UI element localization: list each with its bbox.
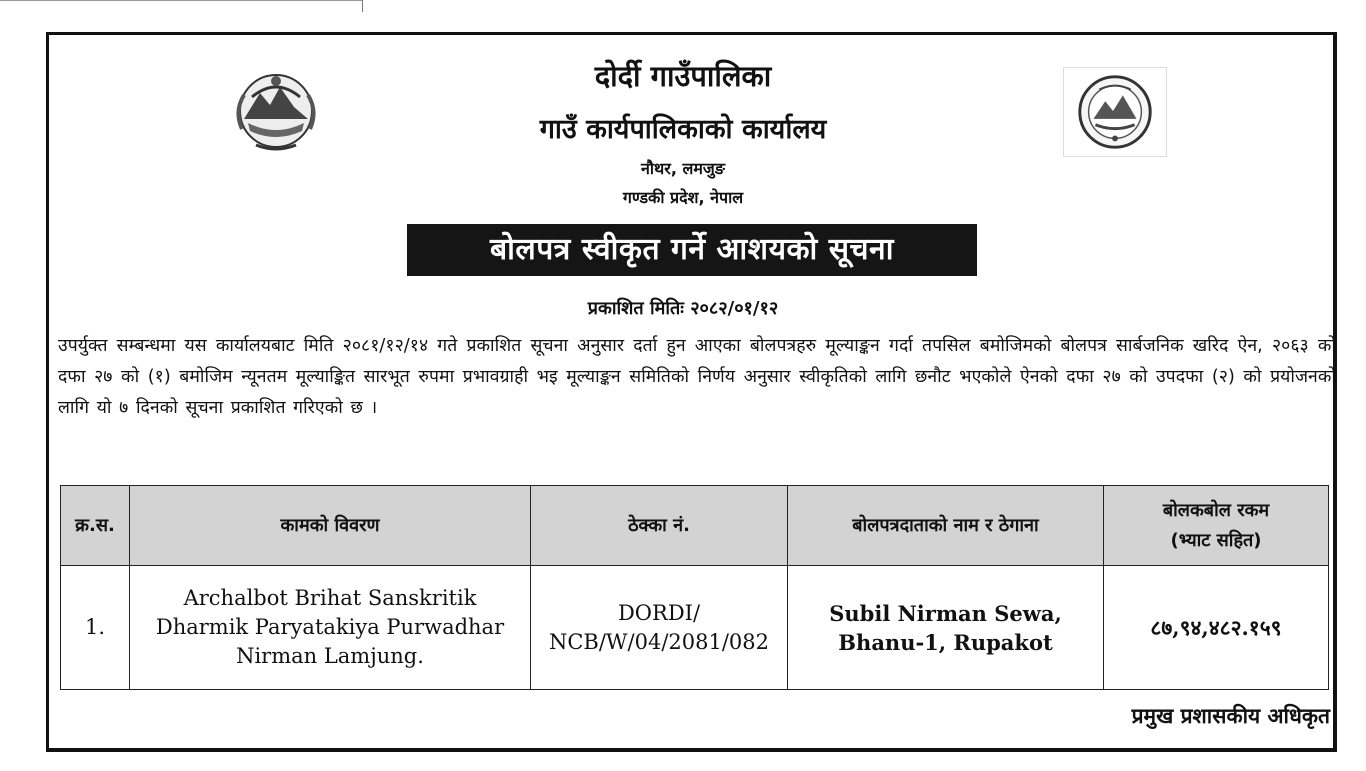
row-sn: 1. xyxy=(61,566,130,690)
notice-title: बोलपत्र स्वीकृत गर्ने आशयको सूचना xyxy=(407,224,977,276)
office-address: नौथर, लमजुङ xyxy=(641,159,725,178)
tender-table xyxy=(60,485,1329,690)
header-amount-line1: बोलकबोल रकम xyxy=(1162,499,1270,521)
description-line: Dharmik Paryatakiya Purwadhar xyxy=(155,615,505,639)
office-subtitle: गाउँ कार्यपालिकाको कार्यालय xyxy=(539,114,827,145)
office-name: दोर्दी गाउँपालिका xyxy=(594,59,772,93)
top-divider-line xyxy=(0,0,362,1)
bidder-line: Subil Nirman Sewa, xyxy=(829,600,1062,626)
table-header-row xyxy=(61,486,1329,566)
row-bidder xyxy=(788,566,1104,690)
header-amount xyxy=(1104,486,1329,566)
row-contract-no xyxy=(531,566,788,690)
header-sn: क्र.स. xyxy=(61,486,130,566)
notice-body: उपर्युक्त सम्बन्धमा यस कार्यालयबाट मिति २०८१/१२/१४ गते प्रकाशित सूचना अनुसार दर्ता हुन आएका बोलपत्रहरु मूल्याङ्कन गर्दा तपसिल बमोजिमको बोलपत्र सार्बजनिक खरिद ऐन, २०६३ को दफा २७ को (१) बमोजिम न्यूनतम मूल्याङ्कित सारभूत रुपमा प्रभावग्राही भइ मूल्याङ्कन समितिको निर्णय अनुसार स्वीकृतिको लागि छनौट भएकोले ऐनको दफा २७ को उपदफा (२) को प्रयोजनको लागि यो ७ दिनको सूचना प्रकाशित गरिएको छ । xyxy=(58,336,1336,418)
published-date: प्रकाशित मितिः २०८२/०१/१२ xyxy=(587,298,779,319)
bidder-line: Bhanu-1, Rupakot xyxy=(838,629,1053,655)
contract-line: NCB/W/04/2081/082 xyxy=(548,629,769,654)
row-amount: ८७,९४,४८२.१५९ xyxy=(1104,566,1329,690)
contract-line: DORDI/ xyxy=(617,600,701,625)
description-line: Nirman Lamjung. xyxy=(236,644,424,668)
header-amount-line2: (भ्याट सहित) xyxy=(1170,529,1262,551)
header-description: कामको विवरण xyxy=(130,486,531,566)
signatory-title: प्रमुख प्रशासकीय अधिकृत xyxy=(1131,704,1330,728)
table-row xyxy=(61,566,1329,690)
top-column-line xyxy=(362,0,363,12)
office-province: गण्डकी प्रदेश, नेपाल xyxy=(622,188,744,207)
description-line: Archalbot Brihat Sanskritik xyxy=(183,586,477,610)
row-description xyxy=(130,566,531,690)
header-contract-no: ठेक्का नं. xyxy=(531,486,788,566)
header-bidder: बोलपत्रदाताको नाम र ठेगाना xyxy=(788,486,1104,566)
